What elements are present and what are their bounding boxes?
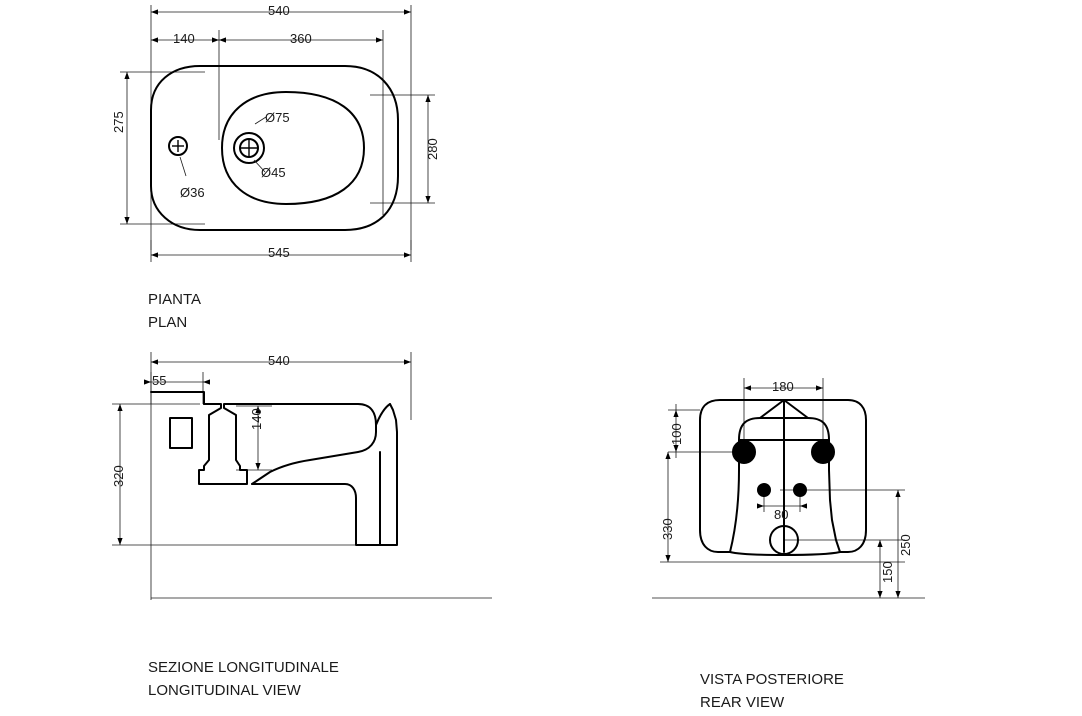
longitudinal-dim-140: 140: [249, 408, 264, 430]
rear-dim-250: 250: [898, 534, 913, 556]
caption-rear-it: VISTA POSTERIORE: [700, 671, 844, 688]
plan-dim-275: 275: [111, 111, 126, 133]
caption-longitudinal-en: LONGITUDINAL VIEW: [148, 682, 301, 699]
plan-dim-140: 140: [173, 31, 195, 46]
plan-hole-d75-label: Ø75: [265, 110, 290, 125]
caption-plan-en: PLAN: [148, 314, 188, 331]
longitudinal-dim-320: 320: [111, 465, 126, 487]
rear-dim-100: 100: [669, 423, 684, 445]
rear-dim-150: 150: [880, 561, 895, 583]
plan-dim-545-bottom: 545: [268, 245, 290, 260]
caption-plan-it: PIANTA: [148, 291, 202, 308]
caption-longitudinal-it: SEZIONE LONGITUDINALE: [148, 659, 339, 676]
plan-hole-d36-label: Ø36: [180, 185, 205, 200]
rear-dim-180: 180: [772, 379, 794, 394]
longitudinal-dim-540: 540: [268, 353, 290, 368]
plan-dim-360: 360: [290, 31, 312, 46]
caption-rear-en: REAR VIEW: [700, 694, 785, 711]
rear-dim-330: 330: [660, 518, 675, 540]
plan-dim-540-top: 540: [268, 3, 290, 18]
plan-dim-280: 280: [425, 138, 440, 160]
plan-hole-d45-label: Ø45: [261, 165, 286, 180]
rear-dim-80: 80: [774, 507, 789, 522]
longitudinal-dim-55: 55: [152, 373, 167, 388]
